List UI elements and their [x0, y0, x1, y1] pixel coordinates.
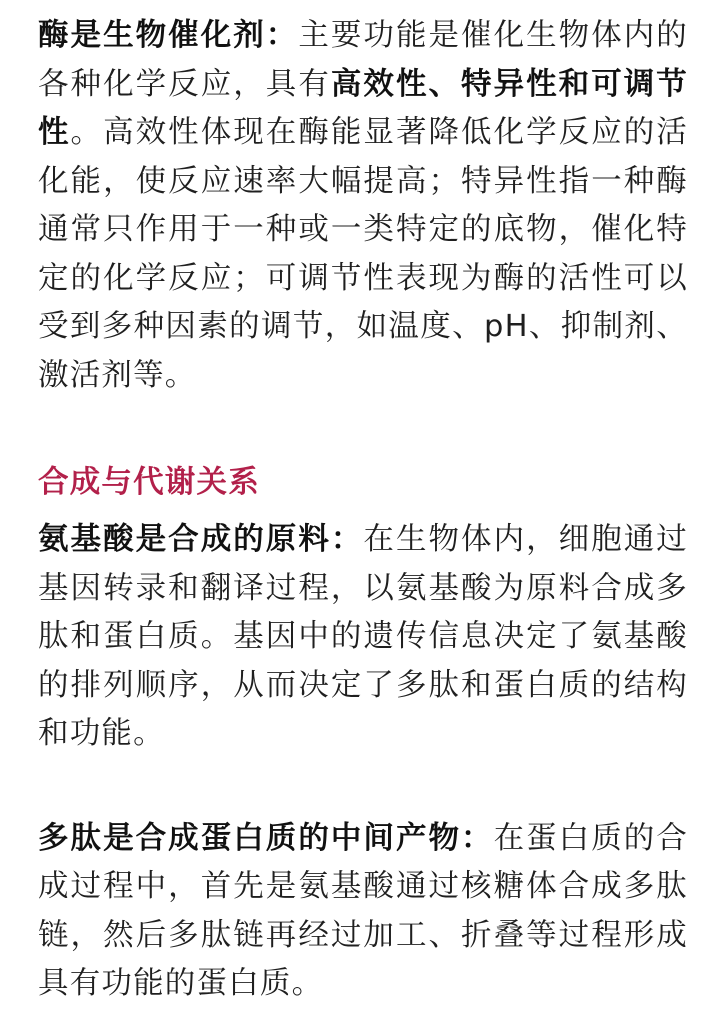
article-content — [38, 12, 688, 1009]
polypeptide-text: 在蛋白质的合成过程中，首先是氨基酸通过核糖体合成多肽链，然后多肽链再经过加工、折叠等过程形成具有功能的蛋白质。 — [38, 820, 688, 1001]
amino-text: 在生物体内，细胞通过基因转录和翻译过程，以氨基酸为原料合成多肽和蛋白质。基因中的遗传信息决定了氨基酸的排列顺序，从而决定了多肽和蛋白质的结构和功能。 — [38, 522, 689, 751]
enzyme-lead: 酶是生物催化剂： — [38, 18, 299, 53]
section-title: 合成与代谢关系 — [38, 465, 260, 500]
amino-lead: 氨基酸是合成的原料： — [38, 522, 364, 557]
enzyme-text-1: 主要功能是催化生物体内的各种化学反应，具有 — [38, 18, 688, 102]
polypeptide-paragraph — [38, 815, 688, 1009]
enzyme-paragraph — [38, 12, 688, 400]
enzyme-text-2: 。高效性体现在酶能显著降低化学反应的活化能，使反应速率大幅提高；特异性指一种酶通常只作用于一种或一类特定的底物，催化特定的化学反应；可调节性表现为酶的活性可以受到多种因素的调节，如温度、pH、抑制剂、激活剂等。 — [38, 115, 688, 393]
enzyme-emphasis: 高效性、特异性和可调节性 — [38, 66, 688, 150]
polypeptide-lead: 多肽是合成蛋白质的中间产物： — [38, 820, 494, 856]
amino-paragraph — [38, 516, 688, 759]
